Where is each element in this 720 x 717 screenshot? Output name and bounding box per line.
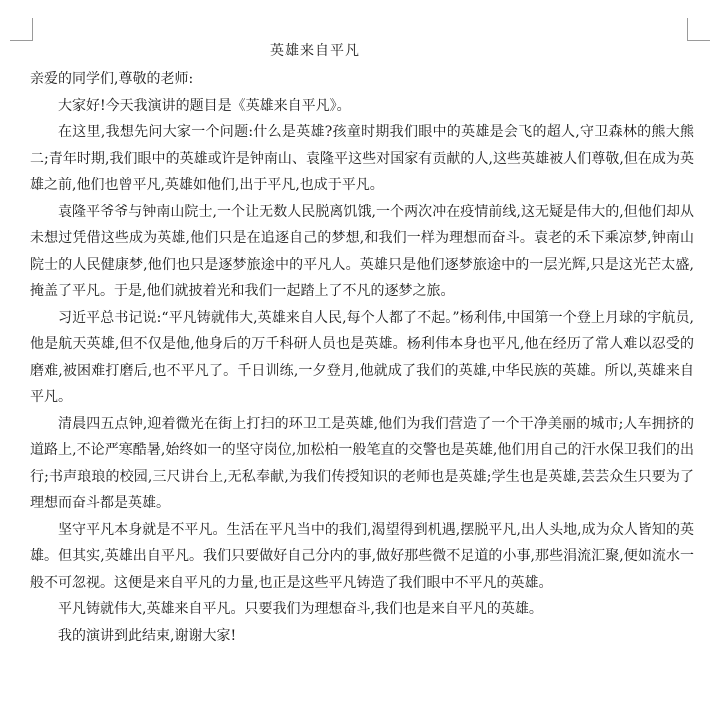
paragraph: 平凡铸就伟大,英雄来自平凡。只要我们为理想奋斗,我们也是来自平凡的英雄。 <box>58 601 543 617</box>
page-corner-mark-top-left <box>10 18 33 41</box>
paragraph: 大家好!今天我演讲的题目是《英雄来自平凡》。 <box>58 97 351 114</box>
salutation: 亲爱的同学们,尊敬的老师: <box>30 71 194 87</box>
paragraph: 在这里,我想先问大家一个问题:什么是英雄?孩童时期我们眼中的英雄是会飞的超人,守卫森林的熊大熊二;青年时期,我们眼中的英雄或许是钟南山、袁隆平这些对国家有贡献的人,这些英雄被人们尊敬,但在成为英雄之前,他们也曾平凡,英雄如他们,出于平凡,也成于平凡。 <box>30 124 694 193</box>
paragraph: 习近平总书记说:“平凡铸就伟大,英雄来自人民,每个人都了不起。”杨利伟,中国第一个登上月球的宇航员,他是航天英雄,但不仅是他,他身后的万千科研人员也是英雄。杨利伟本身也平凡,他在经历了常人难以忍受的磨难,被困难打磨后,也不平凡了。千日训练,一夕登月,他就成了我们的英雄,中华民族的英雄。所以,英雄来自平凡。 <box>30 309 694 405</box>
closing-paragraph: 我的演讲到此结束,谢谢大家! <box>58 627 237 644</box>
paragraph: 坚守平凡本身就是不平凡。生活在平凡当中的我们,渴望得到机遇,摆脱平凡,出人头地,成为众人皆知的英雄。但其实,英雄出自平凡。我们只要做好自己分内的事,做好那些微不足道的小事,那些涓流汇聚,便如流水一般不可忽视。这便是来自平凡的力量,也正是这些平凡铸造了我们眼中不平凡的英雄。 <box>30 521 694 591</box>
page-corner-mark-top-right <box>687 18 710 41</box>
document-body <box>30 66 694 649</box>
paragraph: 清晨四五点钟,迎着微光在街上打扫的环卫工是英雄,他们为我们营造了一个干净美丽的城市;人车拥挤的道路上,不论严寒酷暑,始终如一的坚守岗位,加松柏一般笔直的交警也是英雄,他们用自己的汗水保卫我们的出行;书声琅琅的校园,三尺讲台上,无私奉献,为我们传授知识的老师也是英雄;学生也是英雄,芸芸众生只要为了理想而奋斗都是英雄。 <box>30 415 694 511</box>
paragraph: 袁隆平爷爷与钟南山院士,一个让无数人民脱离饥饿,一个两次冲在疫情前线,这无疑是伟大的,但他们却从未想过凭借这些成为英雄,他们只是在追逐自己的梦想,和我们一样为理想而奋斗。袁老的禾下乘凉梦,钟南山院士的人民健康梦,他们也只是逐梦旅途中的平凡人。英雄只是他们逐梦旅途中的一层光辉,只是这光芒太盛,掩盖了平凡。于是,他们就披着光和我们一起踏上了不凡的逐梦之旅。 <box>30 203 694 299</box>
document-title: 英雄来自平凡 <box>270 43 360 59</box>
